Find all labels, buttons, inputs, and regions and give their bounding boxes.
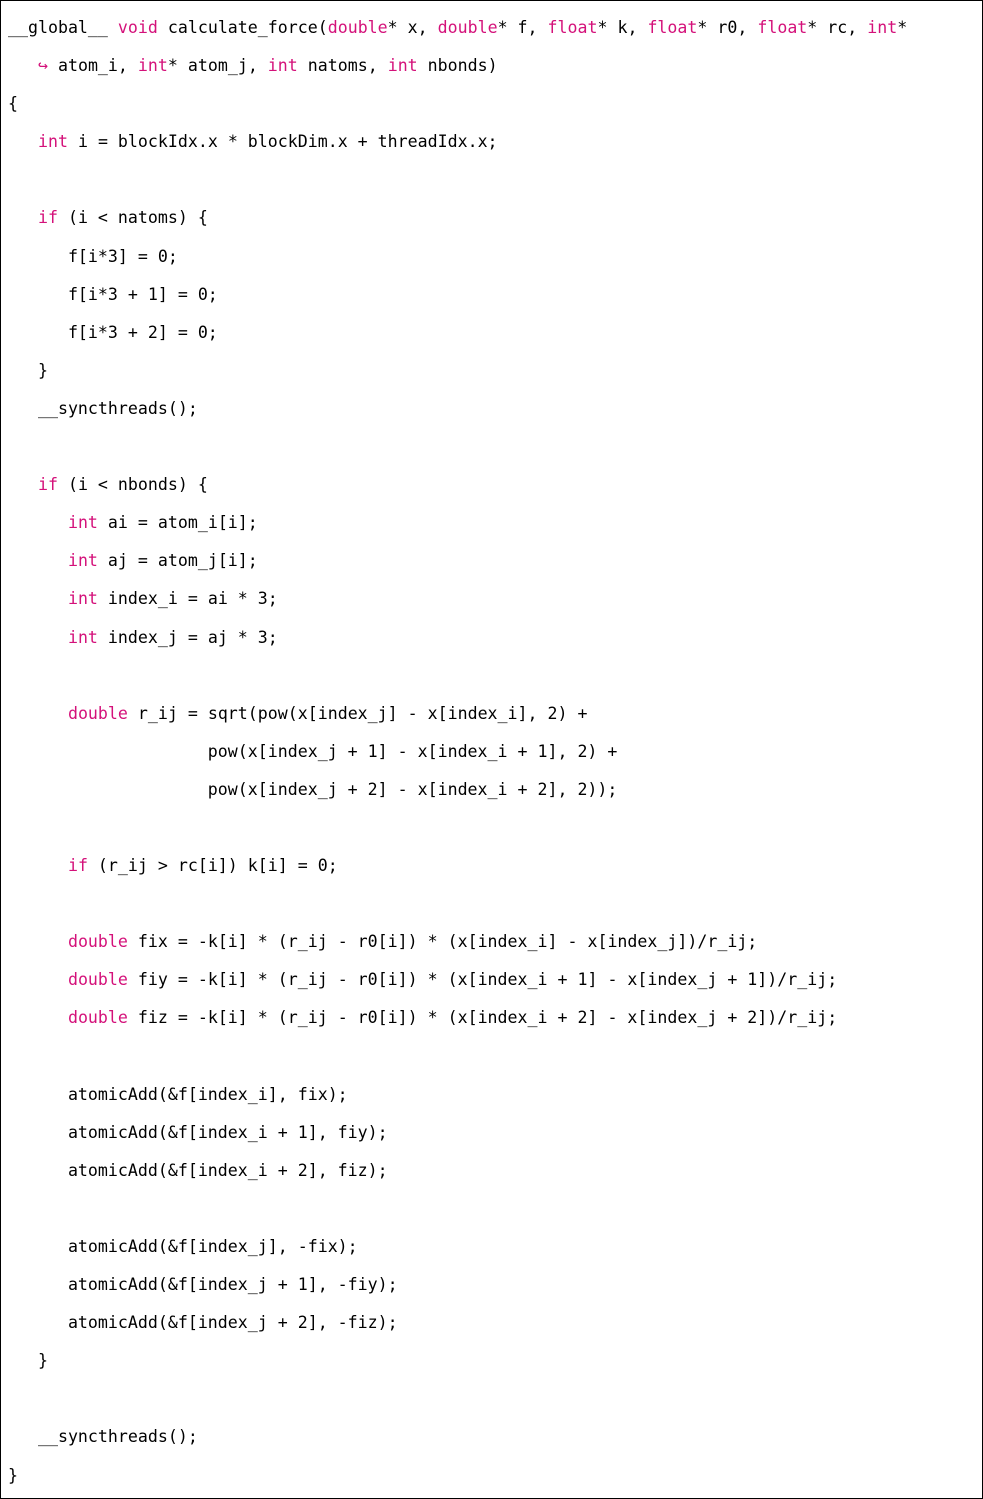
- code-line: [8, 47, 978, 85]
- code-token: (r_ij > rc[i]) k[i] = 0;: [87, 856, 338, 876]
- code-line: [8, 1457, 978, 1495]
- code-token: [8, 132, 38, 151]
- code-token: __syncthreads();: [8, 398, 198, 418]
- code-line: [8, 314, 978, 352]
- code-token: * k,: [597, 18, 648, 37]
- keyword-token: double: [327, 18, 388, 37]
- code-line: [8, 504, 978, 542]
- code-token: * f,: [497, 18, 548, 37]
- code-token: atomicAdd(&f[index_j], -fix);: [8, 1237, 358, 1256]
- keyword-token: int: [67, 513, 98, 533]
- code-line: [8, 771, 978, 809]
- keyword-token: double: [67, 932, 128, 952]
- code-line: [8, 276, 978, 314]
- code-token: * x,: [387, 18, 438, 37]
- code-line: [8, 999, 978, 1037]
- keyword-token: float: [647, 18, 698, 37]
- code-token: * r0,: [697, 18, 758, 37]
- code-token: atom_i,: [47, 56, 138, 76]
- code-token: pow(x[index_j + 1] - x[index_i + 1], 2) +: [8, 741, 618, 761]
- code-token: index_j = aj * 3;: [97, 627, 278, 647]
- code-token: [8, 856, 68, 875]
- code-line: [8, 961, 978, 999]
- keyword-token: int: [387, 56, 418, 76]
- code-token: ai = atom_i[i];: [97, 513, 258, 533]
- code-token: }: [8, 1351, 48, 1371]
- keyword-token: int: [67, 551, 98, 571]
- code-line: [8, 1114, 978, 1152]
- code-line: [8, 1190, 978, 1228]
- code-line: [8, 619, 978, 657]
- code-token: atomicAdd(&f[index_i], fix);: [8, 1084, 348, 1104]
- code-line: [8, 352, 978, 390]
- code-token: __global__: [8, 18, 118, 37]
- keyword-token: int: [37, 132, 68, 152]
- code-token: [8, 589, 68, 608]
- code-line: [8, 199, 978, 237]
- code-token: atomicAdd(&f[index_i + 2], fiz);: [8, 1160, 388, 1180]
- keyword-token: int: [67, 589, 98, 609]
- code-line: [8, 542, 978, 580]
- code-token: nbonds): [417, 56, 498, 76]
- keyword-token: double: [67, 703, 128, 723]
- code-line: [8, 466, 978, 504]
- line-wrap-arrow-icon: ↪: [37, 56, 48, 76]
- code-line: [8, 1342, 978, 1380]
- code-line: [8, 923, 978, 961]
- code-token: *: [897, 18, 908, 37]
- code-token: natoms,: [297, 56, 388, 76]
- code-token: [8, 551, 68, 570]
- code-token: aj = atom_j[i];: [97, 551, 258, 571]
- code-line: [8, 657, 978, 695]
- code-line: [8, 1228, 978, 1266]
- code-token: f[i*3] = 0;: [8, 246, 178, 266]
- code-token: fiy = -k[i] * (r_ij - r0[i]) * (x[index_i + 1] - x[index_j + 1])/r_ij;: [127, 970, 838, 990]
- code-token: [8, 208, 38, 227]
- code-token: (i < natoms) {: [57, 208, 208, 228]
- code-token: [8, 513, 68, 532]
- keyword-token: int: [67, 627, 98, 647]
- code-token: calculate_force(: [157, 18, 328, 37]
- code-token: {: [8, 94, 18, 114]
- code-token: (i < nbonds) {: [57, 475, 208, 495]
- code-line: [8, 1418, 978, 1456]
- code-token: [8, 56, 38, 75]
- code-line: [8, 9, 978, 47]
- code-token: [8, 970, 68, 989]
- code-token: atomicAdd(&f[index_j + 1], -fiy);: [8, 1275, 398, 1295]
- keyword-token: float: [757, 18, 808, 37]
- keyword-token: int: [867, 18, 898, 37]
- code-token: atomicAdd(&f[index_i + 1], fiy);: [8, 1122, 388, 1142]
- code-token: [8, 475, 38, 494]
- code-token: __syncthreads();: [8, 1427, 198, 1447]
- code-token: atomicAdd(&f[index_j + 2], -fiz);: [8, 1313, 398, 1333]
- code-line: [8, 390, 978, 428]
- code-listing: [8, 9, 978, 1495]
- code-line: [8, 428, 978, 466]
- code-line: [8, 809, 978, 847]
- code-line: [8, 580, 978, 618]
- code-line: [8, 1266, 978, 1304]
- code-line: [8, 238, 978, 276]
- code-line: [8, 847, 978, 885]
- keyword-token: if: [67, 856, 88, 876]
- keyword-token: int: [137, 56, 168, 76]
- code-line: [8, 1304, 978, 1342]
- keyword-token: if: [37, 208, 58, 228]
- code-token: [8, 932, 68, 951]
- code-token: f[i*3 + 1] = 0;: [8, 284, 218, 304]
- code-token: fix = -k[i] * (r_ij - r0[i]) * (x[index_i] - x[index_j])/r_ij;: [127, 932, 758, 952]
- code-token: pow(x[index_j + 2] - x[index_i + 2], 2));: [8, 779, 618, 799]
- code-line: [8, 161, 978, 199]
- keyword-token: double: [67, 1008, 128, 1028]
- code-line: [8, 1152, 978, 1190]
- code-token: fiz = -k[i] * (r_ij - r0[i]) * (x[index_i + 2] - x[index_j + 2])/r_ij;: [127, 1008, 838, 1028]
- code-token: * atom_j,: [167, 56, 268, 76]
- keyword-token: void: [117, 18, 158, 37]
- code-line: [8, 1380, 978, 1418]
- code-token: r_ij = sqrt(pow(x[index_j] - x[index_i], 2) +: [127, 703, 588, 723]
- code-token: index_i = ai * 3;: [97, 589, 278, 609]
- code-token: * rc,: [807, 18, 868, 37]
- code-token: }: [8, 360, 48, 380]
- code-line: [8, 1038, 978, 1076]
- code-token: }: [8, 1465, 18, 1485]
- keyword-token: if: [37, 475, 58, 495]
- code-line: [8, 85, 978, 123]
- code-token: f[i*3 + 2] = 0;: [8, 322, 218, 342]
- keyword-token: double: [67, 970, 128, 990]
- code-token: [8, 1008, 68, 1027]
- code-line: [8, 885, 978, 923]
- code-line: [8, 123, 978, 161]
- code-token: [8, 628, 68, 647]
- code-line: [8, 695, 978, 733]
- code-token: [8, 704, 68, 723]
- keyword-token: double: [437, 18, 498, 37]
- keyword-token: float: [547, 18, 598, 37]
- code-token: i = blockIdx.x * blockDim.x + threadIdx.x;: [67, 132, 498, 152]
- code-line: [8, 733, 978, 771]
- code-line: [8, 1076, 978, 1114]
- keyword-token: int: [267, 56, 298, 76]
